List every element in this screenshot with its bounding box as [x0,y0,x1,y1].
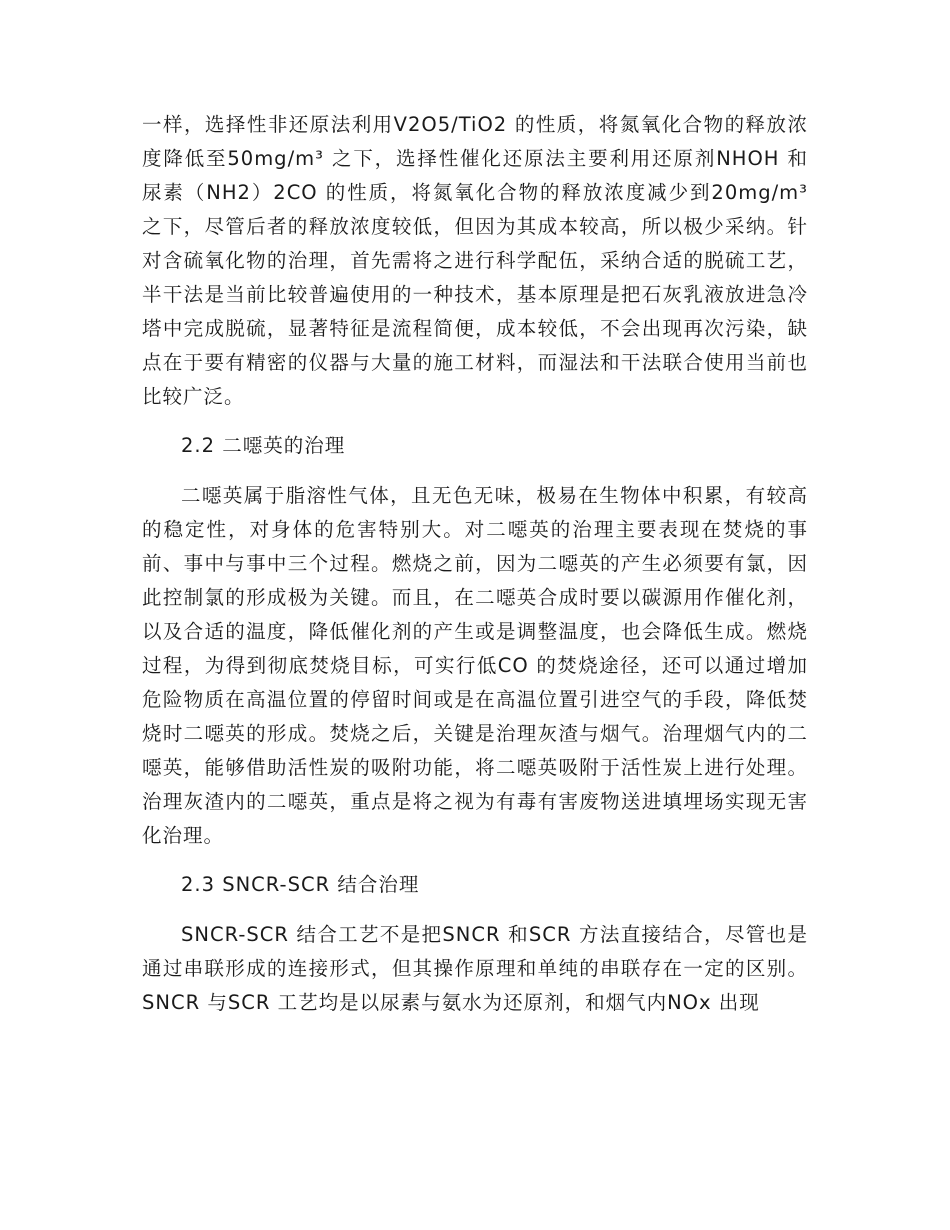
paragraph-sncr-scr: SNCR-SCR 结合工艺不是把SNCR 和SCR 方法直接结合，尽管也是通过串联形成的连接形式，但其操作原理和单纯的串联存在一定的区别。SNCR 与SCR 工艺均是以尿素与氨水为还原剂，和烟气内NOx 出现 [142,923,808,1014]
paragraph-dioxin-treatment: 二噁英属于脂溶性气体，且无色无味，极易在生物体中积累，有较高的稳定性，对身体的危害特别大。对二噁英的治理主要表现在焚烧的事前、事中与事中三个过程。燃烧之前，因为二噁英的产生必须要有氯，因此控制氯的形成极为关键。而且，在二噁英合成时要以碳源用作催化剂，以及合适的温度，降低催化剂的产生或是调整温度，也会降低生成。燃烧过程，为得到彻底焚烧目标，可实行低CO 的焚烧途径，还可以通过增加危险物质在高温位置的停留时间或是在高温位置引进空气的手段，降低焚烧时二噁英的形成。焚烧之后，关键是治理灰渣与烟气。治理烟气内的二噁英，能够借助活性炭的吸附功能，将二噁英吸附于活性炭上进行处理。治理灰渣内的二噁英，重点是将之视为有毒有害废物送进填埋场实现无害化治理。 [142,484,808,847]
document-body [142,108,808,1020]
paragraph-continuation: 一样，选择性非还原法利用V2O5/TiO2 的性质，将氮氧化合物的释放浓度降低至50mg/m³ 之下，选择性催化还原法主要利用还原剂NHOH 和尿素（NH2）2CO 的性质，将氮氧化合物的释放浓度减少到20mg/m³ 之下，尽管后者的释放浓度较低，但因为其成本较高，所以极少采纳。针对含硫氧化物的治理，首先需将之进行科学配伍，采纳合适的脱硫工艺，半干法是当前比较普遍使用的一种技术，基本原理是把石灰乳液放进急冷塔中完成脱硫，显著特征是流程简便，成本较低，不会出现再次污染，缺点在于要有精密的仪器与大量的施工材料，而湿法和干法联合使用当前也比较广泛。 [142,113,808,408]
section-heading-2-3: 2.3 SNCR-SCR 结合治理 [181,873,420,896]
section-heading-2-2: 2.2 二噁英的治理 [181,434,346,457]
